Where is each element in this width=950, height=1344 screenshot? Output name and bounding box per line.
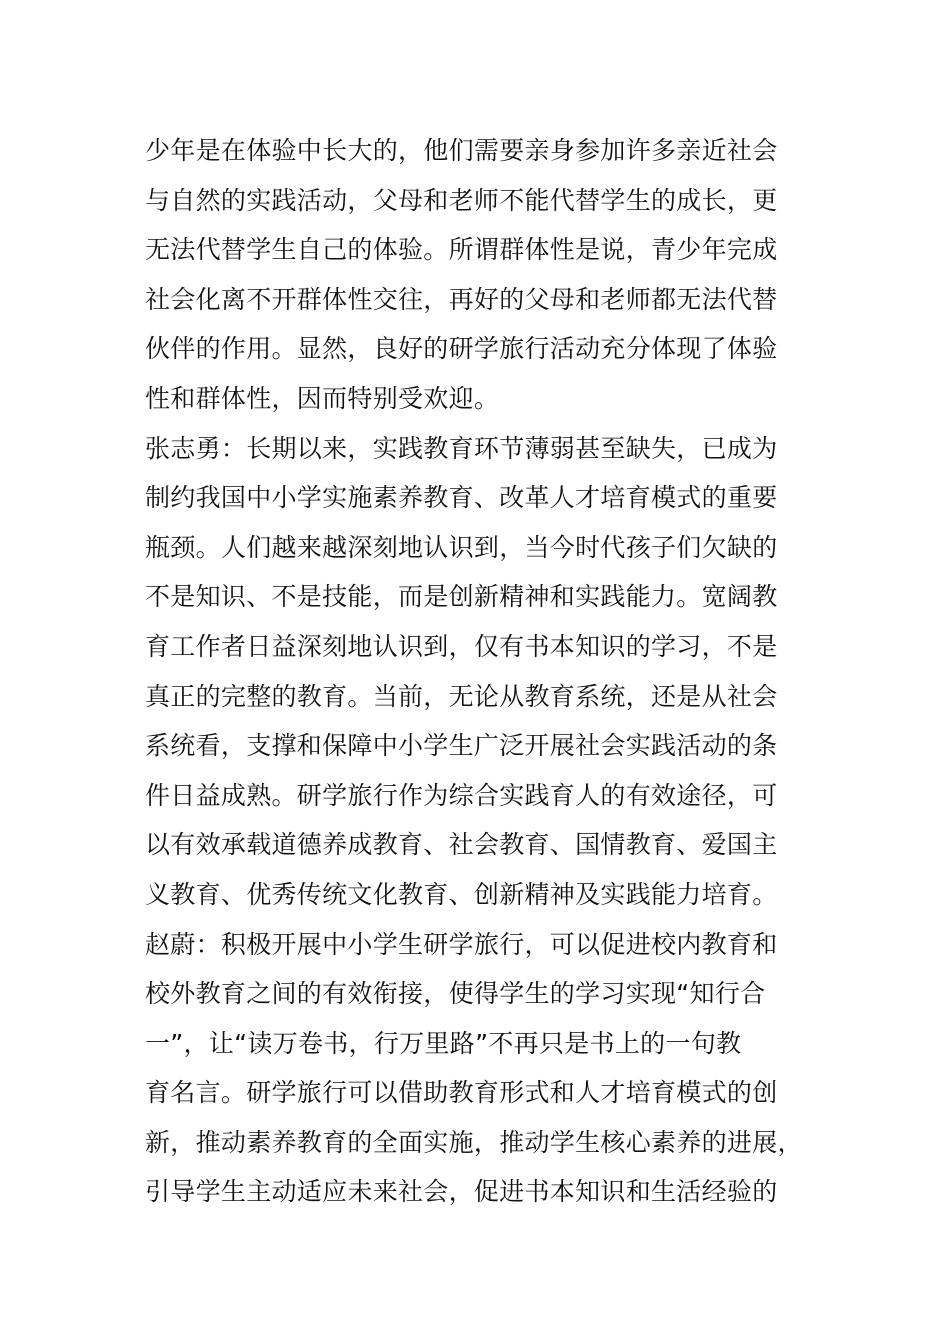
text-line-7: 张志勇：长期以来，实践教育环节薄弱甚至缺失，已成为 xyxy=(145,433,778,463)
text-line-15: 以有效承载道德养成教育、社会教育、国情教育、爱国主 xyxy=(145,830,778,860)
text-line-20: 育名言。研学旅行可以借助教育形式和人才培育模式的创 xyxy=(145,1078,778,1108)
text-line-12: 真正的完整的教育。当前，无论从教育系统，还是从社会 xyxy=(145,681,778,711)
text-line-1: 少年是在体验中长大的，他们需要亲身参加许多亲近社会 xyxy=(145,136,778,165)
text-line-11: 育工作者日益深刻地认识到，仅有书本知识的学习，不是 xyxy=(145,631,778,661)
text-line-9: 瓶颈。人们越来越深刻地认识到，当今时代孩子们欠缺的 xyxy=(145,532,778,562)
text-line-18: 校外教育之间的有效衔接，使得学生的学习实现“知行合 xyxy=(145,979,766,1009)
text-line-21: 新，推动素养教育的全面实施，推动学生核心素养的进展， xyxy=(145,1127,803,1157)
text-line-2: 与自然的实践活动，父母和老师不能代替学生的成长，更 xyxy=(145,185,778,215)
text-line-8: 制约我国中小学实施素养教育、改革人才培育模式的重要 xyxy=(145,483,778,513)
text-line-16: 义教育、优秀传统文化教育、创新精神及实践能力培育。 xyxy=(145,879,778,909)
text-line-4: 社会化离不开群体性交往，再好的父母和老师都无法代替 xyxy=(145,284,778,314)
text-line-6: 性和群体性，因而特别受欢迎。 xyxy=(145,383,500,413)
text-line-13: 系统看，支撑和保障中小学生广泛开展社会实践活动的条 xyxy=(145,731,778,761)
text-line-17: 赵蔚：积极开展中小学生研学旅行，可以促进校内教育和 xyxy=(145,929,778,959)
text-line-5: 伙伴的作用。显然，良好的研学旅行活动充分体现了体验 xyxy=(145,334,778,364)
text-line-19: 一”，让“读万卷书，行万里路”不再只是书上的一句教 xyxy=(145,1028,742,1058)
text-line-3: 无法代替学生自己的体验。所谓群体性是说，青少年完成 xyxy=(145,235,778,265)
text-line-10: 不是知识、不是技能，而是创新精神和实践能力。宽阔教 xyxy=(145,582,778,612)
text-line-14: 件日益成熟。研学旅行作为综合实践育人的有效途径，可 xyxy=(145,780,778,810)
body-text xyxy=(145,126,805,1217)
text-line-22: 引导学生主动适应未来社会，促进书本知识和生活经验的 xyxy=(145,1177,778,1207)
